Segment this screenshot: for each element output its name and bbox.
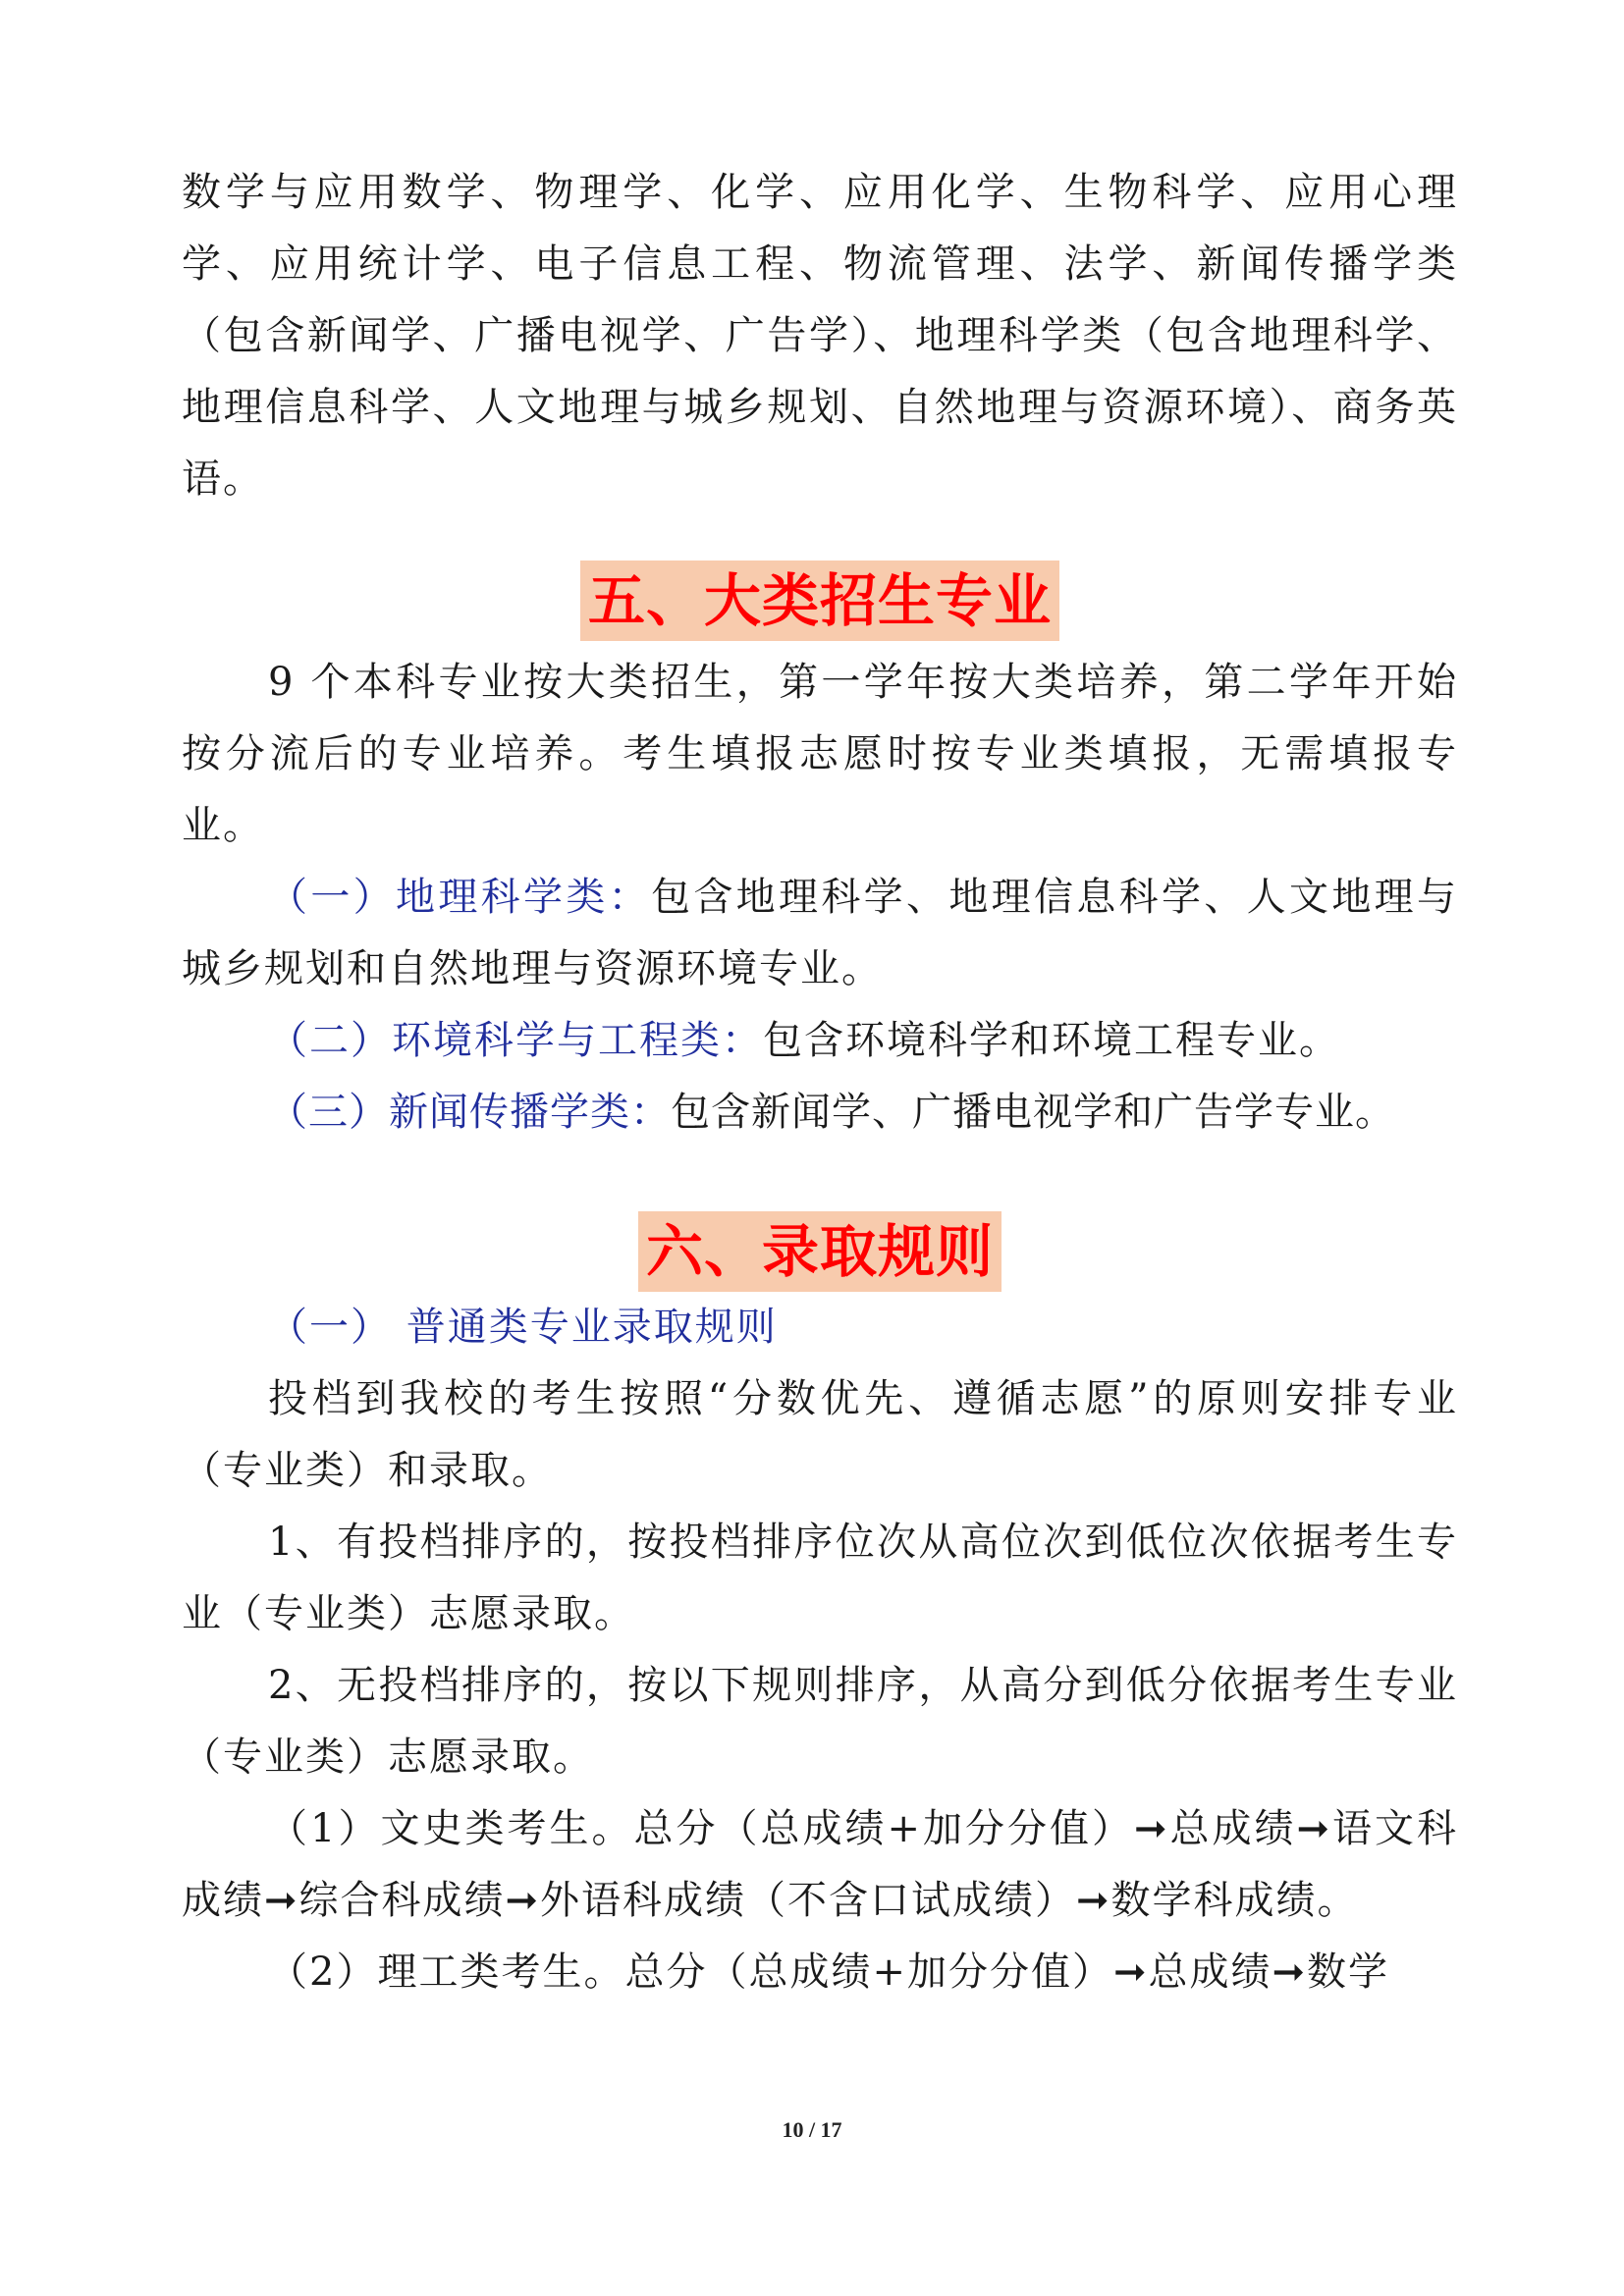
section-5-heading-wrap <box>182 561 1458 641</box>
item-1-heading: （一）地理科学类： <box>268 875 651 920</box>
item-3-heading: （三）新闻传播学类： <box>268 1090 671 1135</box>
item-2-body: 包含环境科学和环境工程专业。 <box>763 1018 1340 1063</box>
document-page <box>182 157 1458 2008</box>
section-6-title: 六、录取规则 <box>638 1211 1001 1292</box>
item-1-body: 包含地理科学、地理信息科学、人文地理与城乡规划和自然地理与资源环境专业。 <box>182 875 1458 991</box>
section-6-subheading <box>182 1292 1458 1363</box>
intro-paragraph: 数学与应用数学、物理学、化学、应用化学、生物科学、应用心理学、应用统计学、电子信息工程、物流管理、法学、新闻传播学类（包含新闻学、广播电视学、广告学）、地理科学类（包含地理科学、地理信息科学、人文地理与城乡规划、自然地理与资源环境）、商务英语。 <box>182 170 1458 502</box>
section-6-heading-wrap <box>182 1211 1458 1292</box>
section-5-paragraph: 9 个本科专业按大类招生，第一学年按大类培养，第二学年开始按分流后的专业培养。考生填报志愿时按专业类填报，无需填报专业。 <box>182 660 1458 848</box>
section-6-paragraph-3: 2、无投档排序的，按以下规则排序，从高分到低分依据考生专业（专业类）志愿录取。 <box>182 1663 1458 1780</box>
section-6-paragraph-1: 投档到我校的考生按照“分数优先、遵循志愿”的原则安排专业（专业类）和录取。 <box>182 1376 1458 1493</box>
section-5-item-2 <box>182 1005 1458 1077</box>
item-3-body: 包含新闻学、广播电视学和广告学专业。 <box>671 1090 1395 1135</box>
section-5-item-1 <box>182 862 1458 1005</box>
section-5-item-3 <box>182 1077 1458 1148</box>
section-6-paragraph-2: 1、有投档排序的，按投档排序位次从高位次到低位次依据考生专业（专业类）志愿录取。 <box>182 1520 1458 1636</box>
section-6-paragraph-4: （1）文史类考生。总分（总成绩+加分分值）➞总成绩➞语文科成绩➞综合科成绩➞外语科成绩（不含口试成绩）➞数学科成绩。 <box>182 1806 1458 1923</box>
page-number: 10 / 17 <box>782 2117 842 2142</box>
item-2-heading: （二）环境科学与工程类： <box>268 1018 763 1063</box>
subheading-text: （一） 普通类专业录取规则 <box>268 1305 778 1350</box>
section-5-title: 五、大类招生专业 <box>580 561 1059 641</box>
section-6-paragraph-5: （2）理工类考生。总分（总成绩+加分分值）➞总成绩➞数学 <box>268 1949 1389 1995</box>
